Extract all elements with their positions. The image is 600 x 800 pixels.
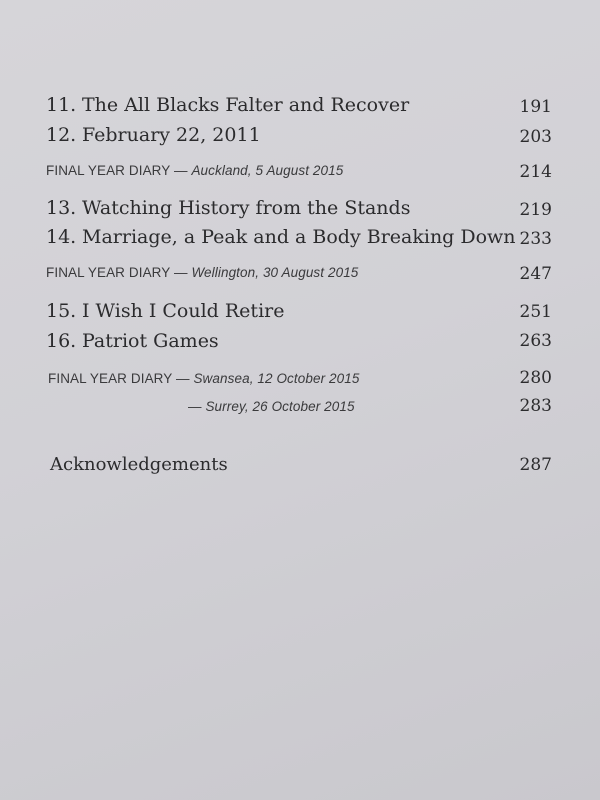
diary-place: Surrey, 26 October 2015: [205, 399, 355, 414]
diary-label: FINAL YEAR DIARY —: [48, 371, 194, 386]
chapter-title: Patriot Games: [82, 330, 219, 352]
chapter-number: 12.: [46, 124, 77, 146]
page-number: 280: [519, 368, 552, 388]
page-number: 233: [519, 229, 552, 249]
diary-entry: [46, 163, 343, 178]
diary-label: FINAL YEAR DIARY —: [46, 163, 192, 178]
page-number: 219: [519, 200, 552, 220]
page-number: 283: [519, 396, 552, 416]
page-number: 203: [519, 127, 552, 147]
diary-entry: [48, 371, 359, 386]
chapter-title: Marriage, a Peak and a Body Breaking Down: [82, 226, 516, 248]
acknowledgements-title: Acknowledgements: [50, 454, 228, 475]
chapter-title: Watching History from the Stands: [82, 197, 411, 219]
chapter-number: 13.: [46, 197, 77, 219]
chapter-number: 15.: [46, 300, 77, 322]
diary-label: FINAL YEAR DIARY —: [46, 265, 192, 280]
diary-label: —: [188, 399, 206, 414]
diary-place: Swansea, 12 October 2015: [193, 371, 360, 386]
chapter-number: 16.: [46, 330, 77, 352]
page-number: 247: [519, 264, 552, 284]
diary-entry: [188, 399, 355, 414]
page-number: 214: [519, 162, 552, 182]
chapter-number: 11.: [46, 94, 77, 116]
chapter-number: 14.: [46, 226, 77, 248]
chapter-title: I Wish I Could Retire: [82, 300, 285, 322]
diary-entry: [46, 265, 358, 280]
page-number: 263: [519, 331, 552, 351]
page-number: 251: [519, 302, 552, 322]
page-number: 287: [519, 455, 552, 475]
diary-place: Wellington, 30 August 2015: [191, 265, 359, 280]
page-number: 191: [519, 97, 552, 117]
chapter-title: February 22, 2011: [82, 124, 261, 146]
diary-place: Auckland, 5 August 2015: [191, 163, 344, 178]
chapter-title: The All Blacks Falter and Recover: [82, 94, 410, 116]
